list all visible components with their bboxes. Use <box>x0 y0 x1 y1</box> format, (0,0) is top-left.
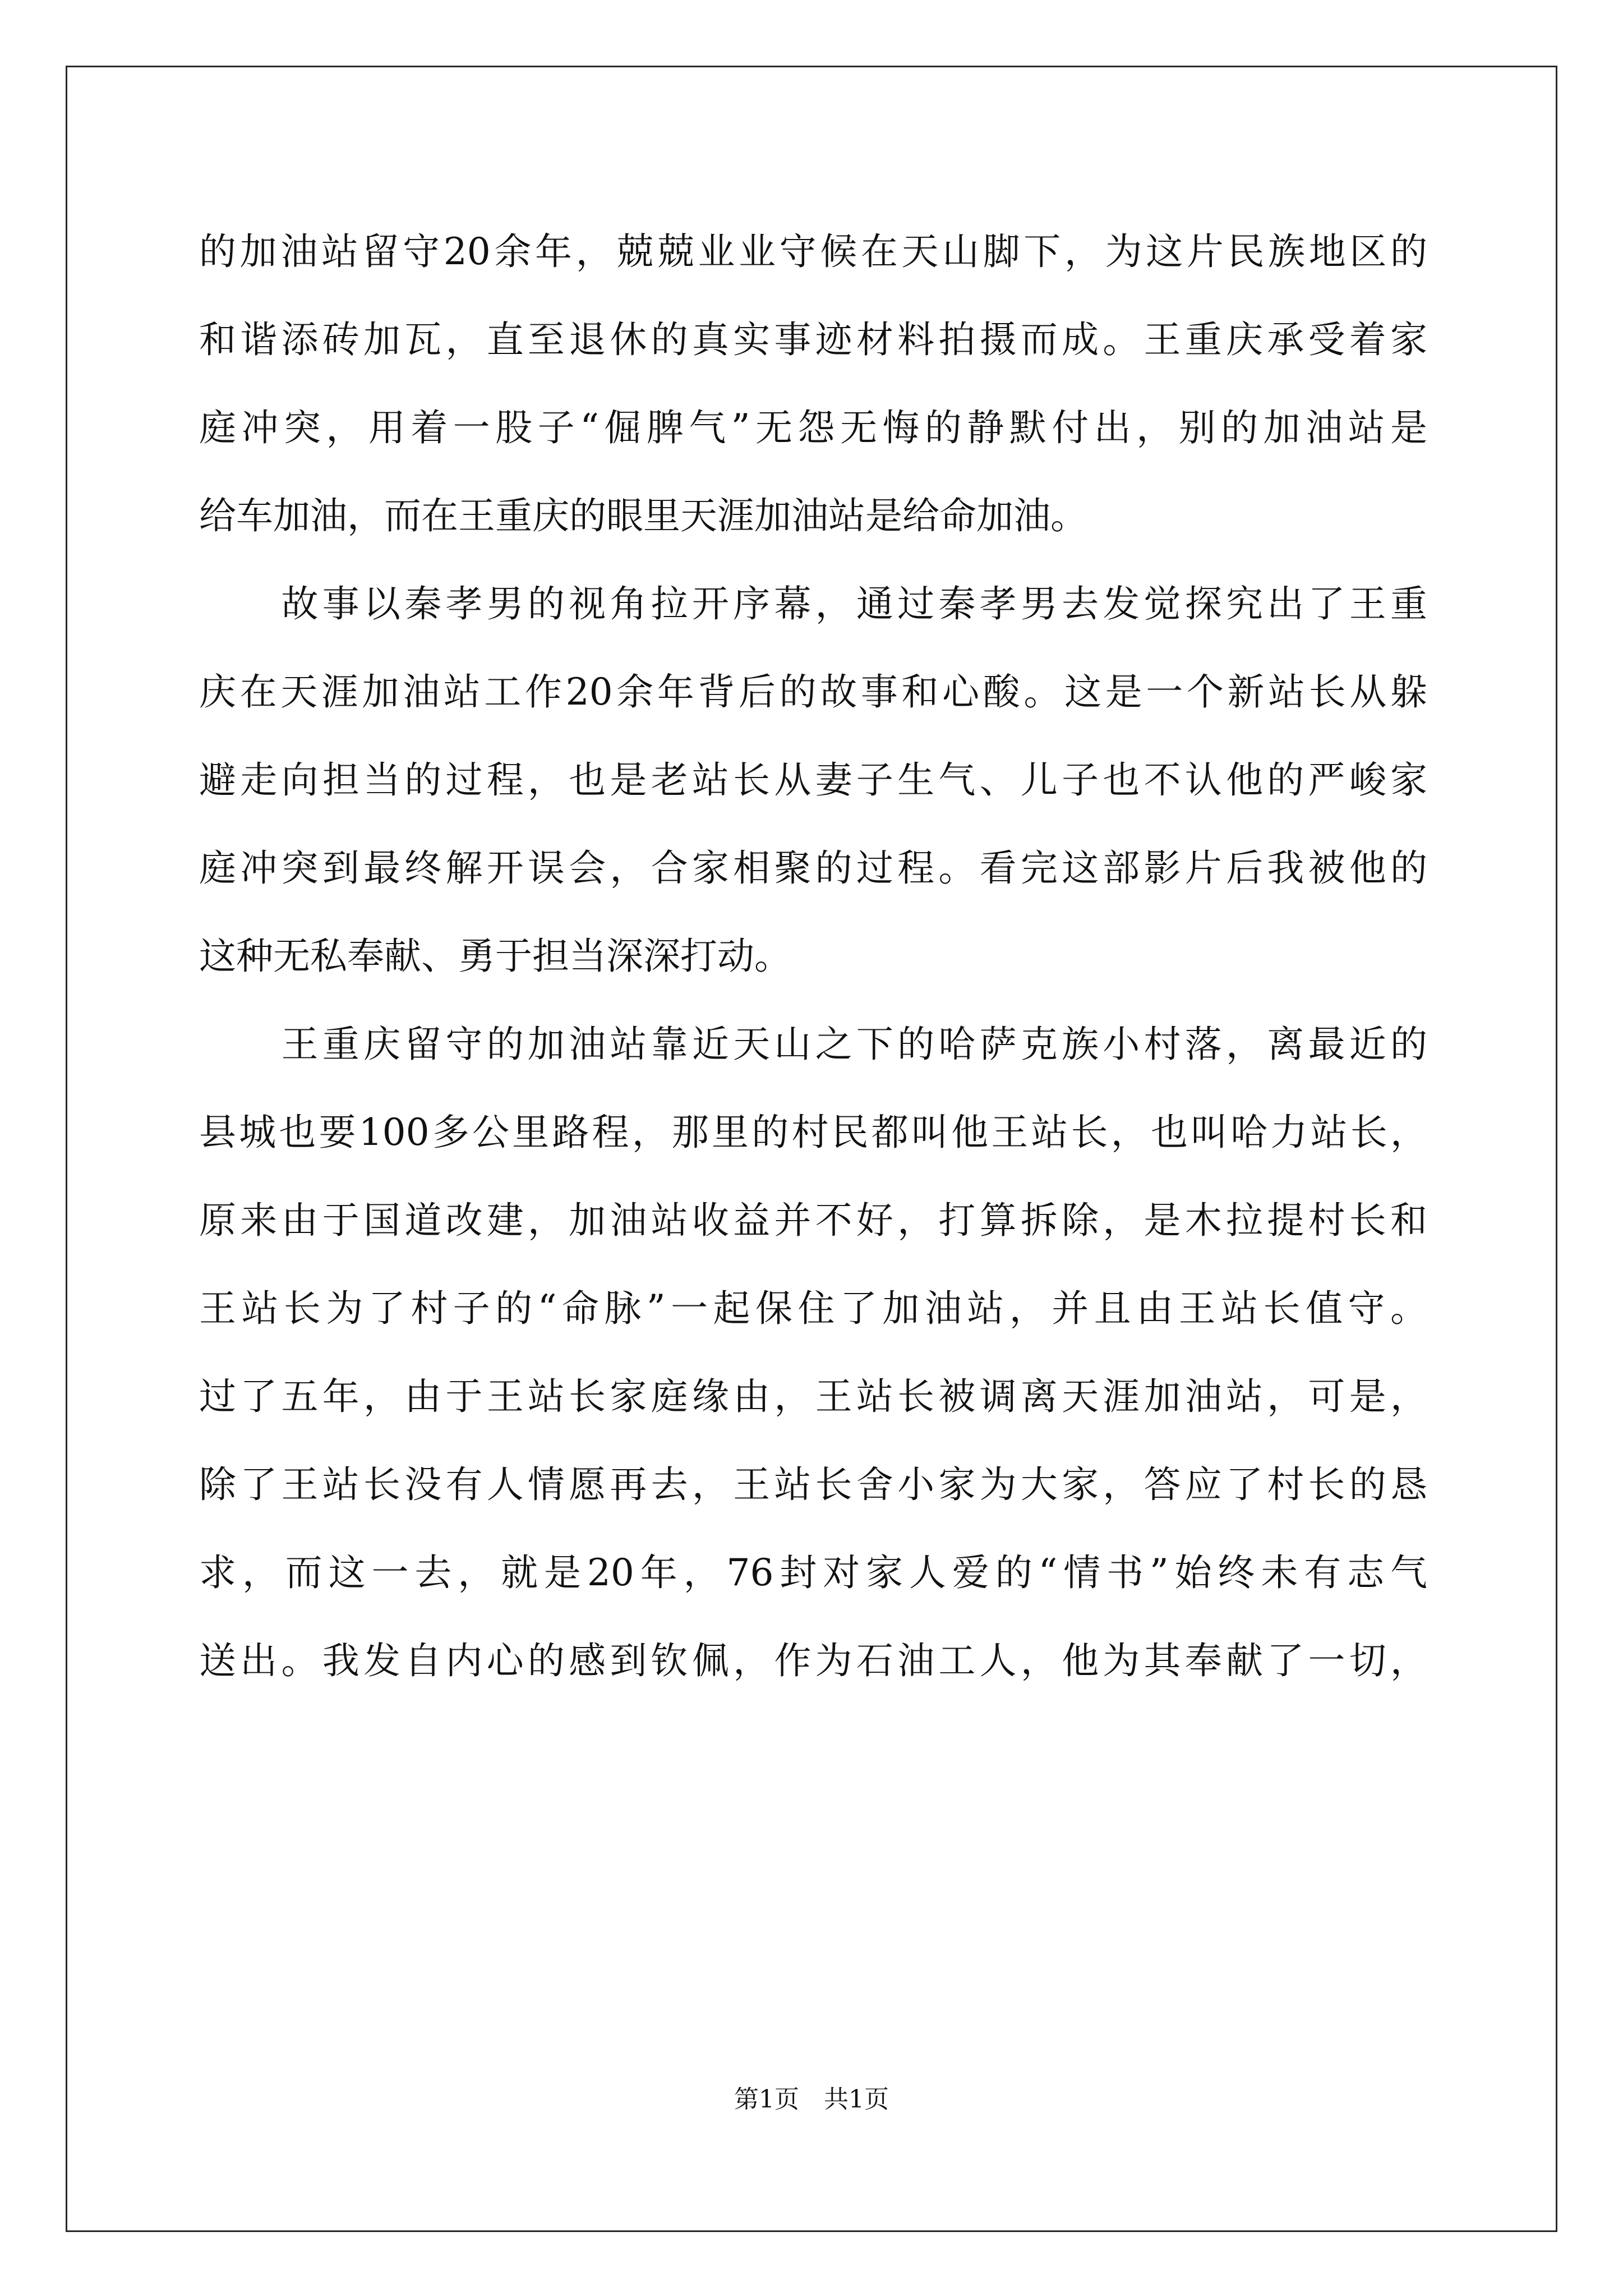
text-line: 送出。我发自内心的感到钦佩，作为石油工人，他为其奉献了一切， <box>199 1639 1427 1682</box>
text-line: 原来由于国道改建，加油站收益并不好，打算拆除，是木拉提村长和 <box>199 1199 1427 1242</box>
page-footer <box>0 2079 1623 2115</box>
text-line: 故事以秦孝男的视角拉开序幕，通过秦孝男去发觉探究出了王重 <box>199 582 1427 625</box>
text-line: 求，而这一去，就是20年，76封对家人爱的“情书”始终未有志气 <box>199 1551 1427 1594</box>
text-line: 庆在天涯加油站工作20余年背后的故事和心酸。这是一个新站长从躲 <box>199 670 1427 714</box>
page-number: 第1页 <box>734 2085 799 2114</box>
page-total: 共1页 <box>824 2085 889 2114</box>
paragraph-1 <box>199 208 1427 560</box>
document-body <box>199 208 1427 1705</box>
paragraph-3 <box>199 1000 1427 1705</box>
text-line: 过了五年，由于王站长家庭缘由，王站长被调离天涯加油站，可是， <box>199 1375 1427 1418</box>
text-line: 庭冲突到最终解开误会，合家相聚的过程。看完这部影片后我被他的 <box>199 846 1427 890</box>
text-line: 县城也要100多公里路程，那里的村民都叫他王站长，也叫哈力站长， <box>199 1111 1427 1154</box>
text-line: 王站长为了村子的“命脉”一起保住了加油站，并且由王站长值守。 <box>199 1287 1427 1330</box>
text-line: 避走向担当的过程，也是老站长从妻子生气、儿子也不认他的严峻家 <box>199 758 1427 802</box>
text-line: 的加油站留守20余年，兢兢业业守候在天山脚下，为这片民族地区的 <box>199 230 1427 273</box>
paragraph-2 <box>199 560 1427 1000</box>
text-line: 庭冲突，用着一股子“倔脾气”无怨无悔的静默付出，别的加油站是 <box>199 406 1427 449</box>
text-line: 给车加油，而在王重庆的眼里天涯加油站是给命加油。 <box>199 494 1087 537</box>
text-line: 王重庆留守的加油站靠近天山之下的哈萨克族小村落，离最近的 <box>199 1023 1427 1066</box>
text-line: 除了王站长没有人情愿再去，王站长舍小家为大家，答应了村长的恳 <box>199 1463 1427 1506</box>
text-line: 和谐添砖加瓦，直至退休的真实事迹材料拍摄而成。王重庆承受着家 <box>199 318 1427 361</box>
text-line: 这种无私奉献、勇于担当深深打动。 <box>199 935 791 978</box>
